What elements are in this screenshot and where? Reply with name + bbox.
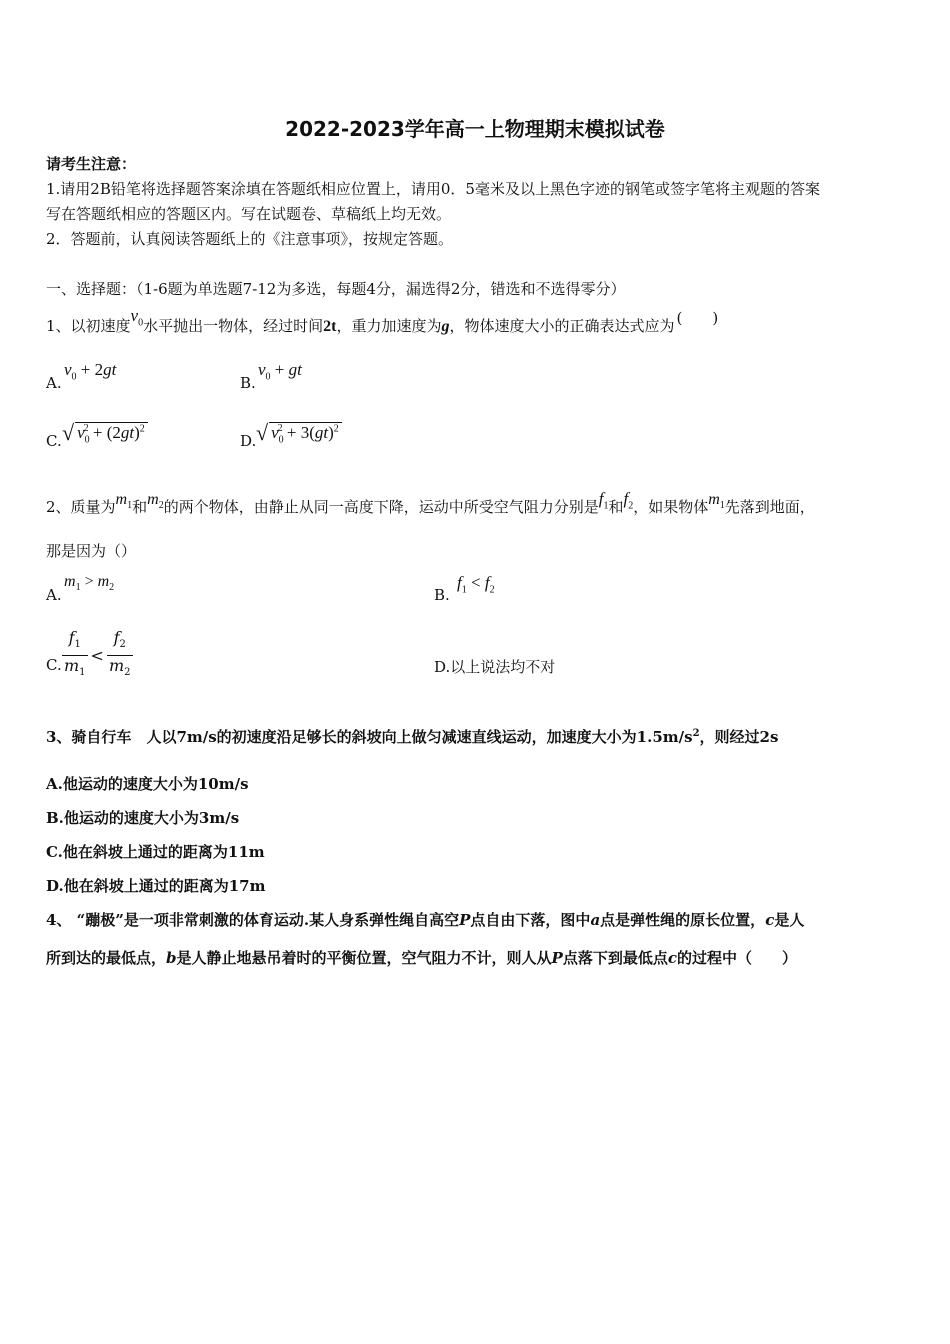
q2-option-c-formula: $\frac{f_1}{m_1}$ < $\frac{f_2}{m_2}$: [64, 628, 131, 679]
q3-option-d: D.他在斜坡上通过的距离为17m: [46, 877, 266, 895]
q4-l2b: 是人静止地悬吊着时的平衡位置，空气阻力不计，则人从: [176, 949, 552, 967]
q2-text-1: 2、质量为: [46, 498, 116, 516]
q1-text-4: ，物体速度大小的正确表达式应为: [449, 317, 675, 335]
page-title: 2022-2023学年高一上物理期末模拟试卷: [285, 117, 665, 141]
q2-option-c-label: C.: [46, 656, 62, 674]
q2-text-2: 和: [132, 498, 148, 516]
notice-line-1b: 写在答题纸相应的答题区内。写在试题卷、草稿纸上均无效。: [46, 205, 452, 223]
q2-text-5: ，如果物体: [633, 498, 709, 516]
section-heading: 一、选择题：（1-6题为单选题7-12为多选，每题4分，漏选得2分，错选和不选得零分）: [46, 280, 626, 298]
q4-point-a: a: [590, 911, 601, 929]
m2-symbol: $m_2$: [147, 491, 164, 512]
q3-option-c: C.他在斜坡上通过的距离为11m: [46, 843, 265, 861]
f2-symbol: $f_2$: [623, 489, 634, 512]
q1-gravity-symbol: g: [441, 318, 450, 335]
q4-l1d: 是人: [774, 911, 805, 929]
question-1-stem: [46, 306, 718, 336]
q2-option-a-label: A.: [46, 586, 62, 604]
question-2-stem: [46, 489, 815, 517]
q1-text-1: 1、以初速度: [46, 317, 131, 335]
notice-line-1a: 1.请用2B铅笔将选择题答案涂填在答题纸相应位置上，请用0．5毫米及以上黑色字迹的钢笔或签字笔将主观题的答案: [46, 180, 820, 198]
q4-l2a: 所到达的最低点，: [46, 949, 167, 967]
q2-option-d: D.以上说法均不对: [434, 658, 556, 676]
q1-text-2: 水平抛出一物体，经过时间: [143, 317, 324, 335]
q4-point-c-2: c: [667, 949, 677, 967]
notice-line-2: 2．答题前，认真阅读答题纸上的《注意事项》，按规定答题。: [46, 230, 454, 248]
notice-header: 请考生注意：: [46, 155, 137, 173]
q4-point-p-2: P: [551, 949, 563, 967]
q2-text-3: 的两个物体，由静止从同一高度下降，运动中所受空气阻力分别是: [163, 498, 599, 516]
m1-symbol-2: $m_1$: [708, 491, 725, 512]
q1-time: 2t: [323, 318, 337, 335]
q1-option-d-formula: √ $v_0^2 + 3(gt)^2$: [256, 420, 342, 446]
q4-l2c: 点落下到最低点: [562, 949, 668, 967]
q4-l2d: 的过程中（ ）: [676, 949, 797, 967]
q2-option-b-formula: $f_1 < f_2$: [457, 573, 495, 596]
question-3-stem: [46, 726, 778, 747]
f1-symbol: $f_1$: [598, 489, 609, 512]
q1-option-b-formula: $v_0$ + gt: [258, 360, 302, 383]
q2-text-4: 和: [608, 498, 624, 516]
q4-l1c: 点是弹性绳的原长位置，: [600, 911, 766, 929]
m1-symbol: $m_1$: [115, 491, 133, 512]
q3-option-a: A.他运动的速度大小为10m/s: [46, 775, 249, 793]
q1-option-a-formula: $v_0 + 2gt$: [64, 360, 117, 383]
q1-option-d-label: D.: [240, 432, 257, 450]
question-4-line-1: [46, 909, 804, 930]
q1-answer-paren: ( ): [676, 309, 719, 327]
q4-l1b: 点自由下落，图中: [470, 911, 591, 929]
q1-option-c-label: C.: [46, 432, 62, 450]
q2-text-6: 先落到地面，: [724, 498, 815, 516]
q3-stem-sup: 2: [692, 728, 700, 739]
q1-text-3: ，重力加速度为: [336, 317, 442, 335]
q3-option-b: B.他运动的速度大小为3m/s: [46, 809, 240, 827]
q4-point-b: b: [166, 949, 177, 967]
q1-option-a-label: A.: [46, 374, 62, 392]
q4-point-p: P: [459, 911, 471, 929]
q4-l1a: 4、 “蹦极”是一项非常刺激的体育运动.某人身系弹性绳自高空: [46, 911, 460, 929]
v0-symbol: $v_0$: [130, 306, 144, 329]
q4-point-c: c: [765, 911, 775, 929]
q2-option-a-formula: $m_1 > m_2$: [64, 573, 115, 594]
q2-option-b-label: B.: [434, 586, 450, 604]
q3-stem-b: ，则经过2s: [699, 728, 779, 746]
q3-stem-a: 3、骑自行车 人以7m/s的初速度沿足够长的斜坡向上做匀减速直线运动，加速度大小为1.5m/s: [46, 728, 693, 746]
q2-stem-line-2: 那是因为（）: [46, 542, 137, 560]
question-4-line-2: [46, 947, 797, 968]
q1-option-b-label: B.: [240, 374, 256, 392]
q1-option-c-formula: √ $v_0^2 + (2gt)^2$: [62, 420, 148, 446]
